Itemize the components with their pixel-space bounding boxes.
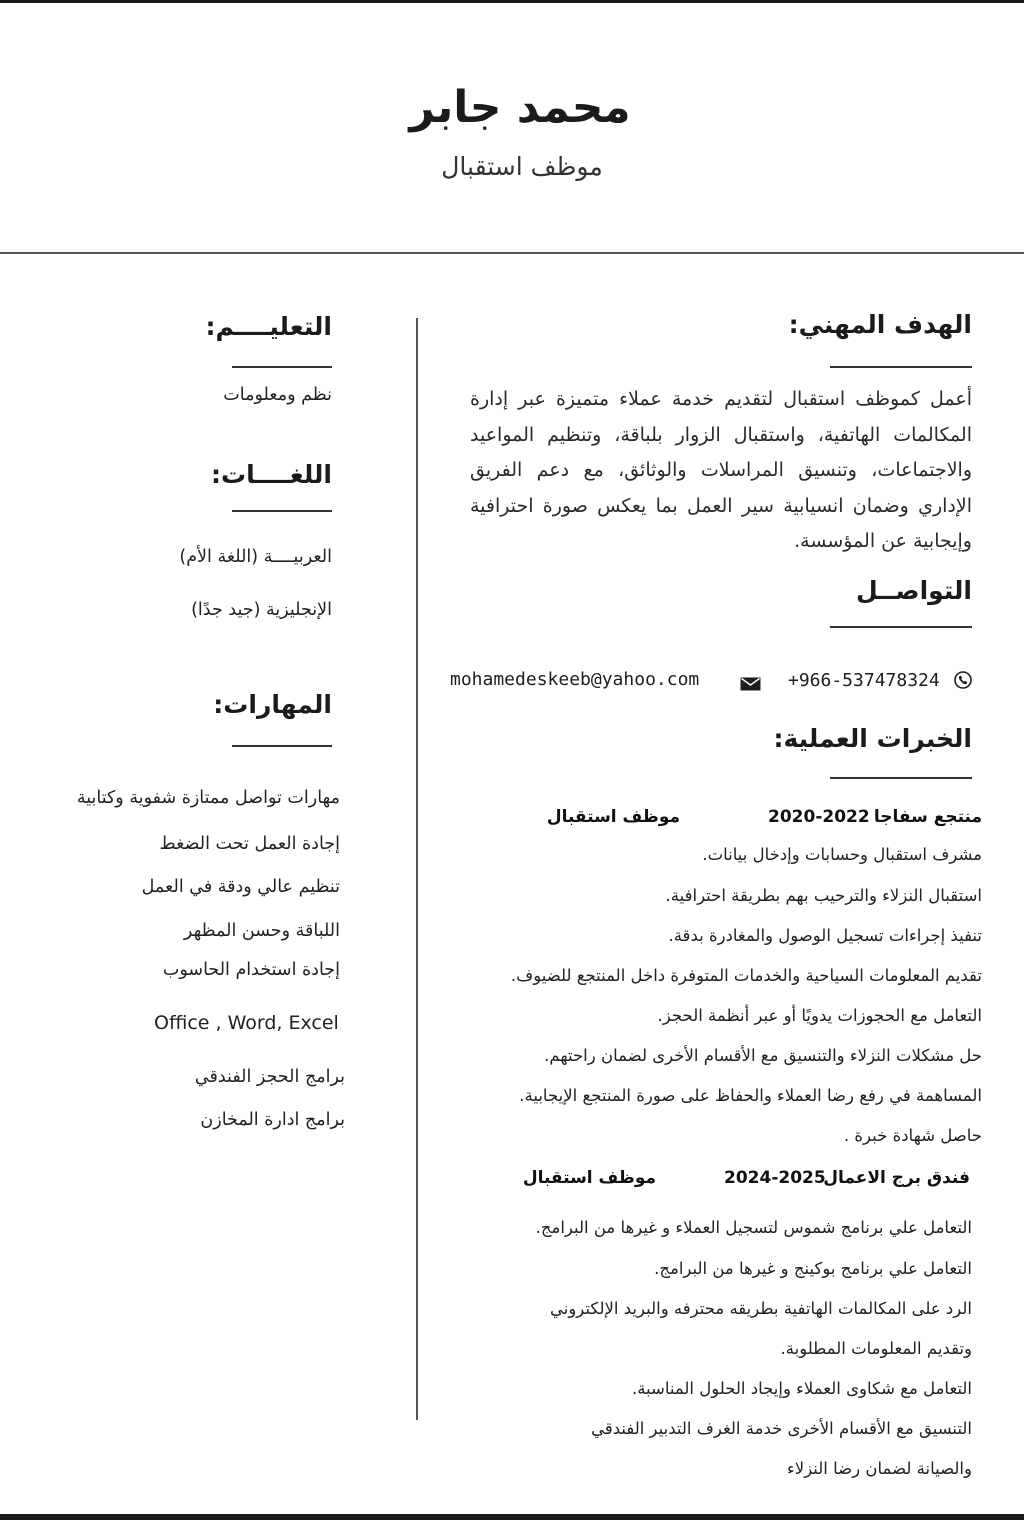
- language-item: العربيــــة (اللغة الأم): [179, 547, 332, 567]
- phone-number[interactable]: +966-537478324: [788, 670, 940, 691]
- email-address[interactable]: mohamedeskeeb@yahoo.com: [450, 669, 700, 690]
- duty-item: التعامل علي برنامج بوكينج و غيرها من البرامج.: [654, 1259, 972, 1278]
- duty-item: التعامل مع الحجوزات يدويًا أو عبر أنظمة الحجز.: [657, 1006, 982, 1025]
- objective-paragraph: أعمل كموظف استقبال لتقديم خدمة عملاء متميزة عبر إدارة المكالمات الهاتفية، واستقبال الزوار بلباقة، وتنظيم المواعيد والاجتماعات، وتنسيق المراسلات والوثائق، مع دعم الفريق الإداري وضمان انسيابية سير العمل بما يعكس صورة احترافية وإيجابية عن المؤسسة.: [470, 388, 972, 552]
- skill-item: إجادة استخدام الحاسوب: [162, 960, 340, 980]
- duty-item: التعامل علي برنامج شموس لتسجيل العملاء و غيرها من البرامج.: [535, 1218, 972, 1237]
- duty-item: الرد على المكالمات الهاتفية بطريقه محترفه والبريد الإلكتروني: [549, 1299, 972, 1318]
- languages-heading: اللغــــات:: [211, 460, 332, 489]
- duty-item: حاصل شهادة خبرة .: [843, 1126, 982, 1145]
- experience-heading: الخبرات العملية:: [773, 724, 972, 753]
- duty-item: والصيانة لضمان رضا النزلاء: [787, 1459, 972, 1478]
- header-divider: [0, 252, 1024, 254]
- objective-heading: الهدف المهني:: [788, 310, 972, 339]
- skills-heading: المهارات:: [213, 690, 332, 719]
- education-heading-rule: [232, 366, 332, 368]
- job-years: 2020-2022: [768, 807, 870, 827]
- language-item: الإنجليزية (جيد جدًا): [191, 600, 332, 620]
- candidate-name: محمد جابر: [409, 82, 631, 133]
- skill-item: Office , Word, Excel: [154, 1012, 339, 1034]
- column-divider: [416, 318, 418, 1420]
- contact-heading-rule: [830, 626, 972, 628]
- duty-item: المساهمة في رفع رضا العملاء والحفاظ على صورة المنتجع الإيجابية.: [519, 1086, 982, 1105]
- skill-item: إجادة العمل تحت الضغط: [159, 834, 340, 854]
- experience-heading-rule: [830, 777, 972, 779]
- duty-item: وتقديم المعلومات المطلوبة.: [780, 1339, 972, 1358]
- duty-item: استقبال النزلاء والترحيب بهم بطريقة احترافية.: [665, 886, 982, 905]
- phone-icon: [954, 671, 972, 689]
- job-place: فندق برج الاعمال: [823, 1168, 970, 1188]
- envelope-icon: [740, 676, 761, 690]
- duty-item: حل مشكلات النزلاء والتنسيق مع الأقسام الأخرى لضمان راحتهم.: [544, 1046, 982, 1065]
- skill-item: برامج الحجز الفندقي: [194, 1067, 345, 1087]
- job-role: موظف استقبال: [546, 807, 680, 827]
- languages-heading-rule: [232, 510, 332, 512]
- skill-item: تنظيم عالي ودقة في العمل: [141, 877, 340, 897]
- skills-heading-rule: [232, 745, 332, 747]
- duty-item: مشرف استقبال وحسابات وإدخال بيانات.: [702, 845, 982, 864]
- contact-heading: التواصــل: [856, 576, 972, 605]
- duty-item: تقديم المعلومات السياحية والخدمات المتوفرة داخل المنتجع للضيوف.: [510, 966, 982, 985]
- top-border: [0, 0, 1024, 3]
- duty-item: التنسيق مع الأقسام الأخرى خدمة الغرف التدبير الفندقي: [591, 1419, 972, 1438]
- candidate-title: موظف استقبال: [441, 152, 603, 181]
- skill-item: برامج ادارة المخازن: [200, 1110, 345, 1130]
- education-item: نظم ومعلومات: [223, 385, 332, 405]
- job-role: موظف استقبال: [522, 1168, 656, 1188]
- skill-item: مهارات تواصل ممتازة شفوية وكتابية: [76, 788, 340, 808]
- job-place: منتجع سفاجا: [873, 807, 982, 827]
- job-years: 2024-2025: [724, 1168, 826, 1188]
- skill-item: اللباقة وحسن المظهر: [183, 921, 340, 941]
- education-heading: التعليــــم:: [205, 312, 332, 341]
- objective-heading-rule: [830, 366, 972, 368]
- duty-item: التعامل مع شكاوى العملاء وإيجاد الحلول المناسبة.: [631, 1379, 972, 1398]
- bottom-border: [0, 1514, 1024, 1520]
- duty-item: تنفيذ إجراءات تسجيل الوصول والمغادرة بدقة.: [668, 926, 982, 945]
